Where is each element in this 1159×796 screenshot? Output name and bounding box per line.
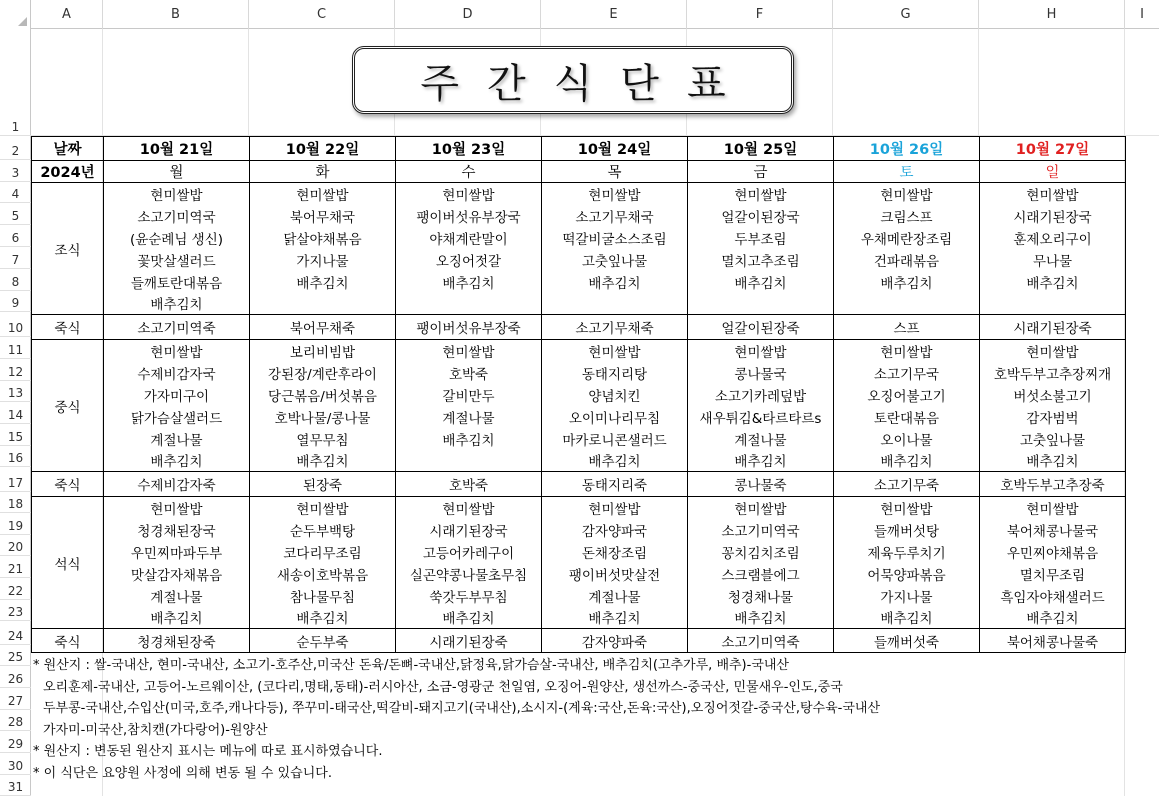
dinner-menu-cell[interactable]: 어묵양파볶음 (834, 563, 980, 585)
porridge-menu-cell[interactable]: 얼갈이된장죽 (688, 315, 834, 340)
lunch-menu-cell[interactable]: 소고기카레덮밥 (688, 384, 834, 406)
lunch-menu-cell[interactable]: 배추김치 (688, 450, 834, 472)
lunch-menu-cell[interactable]: 계절나물 (688, 428, 834, 450)
breakfast-menu-cell[interactable]: 배추김치 (542, 271, 688, 293)
row-header-24[interactable]: 24 (0, 621, 31, 645)
row-header-11[interactable]: 11 (0, 337, 31, 359)
row-header-23[interactable]: 23 (0, 600, 31, 621)
porridge-menu-cell[interactable]: 청경채된장죽 (104, 629, 250, 653)
lunch-menu-cell[interactable]: 소고기무국 (834, 362, 980, 384)
origin-note-3: 두부콩-국내산,수입산(미국,호주,캐나다등), 쭈꾸미-태국산,떡갈비-돼지고기(국내산),소시지-(계육:국산,돈육:국산),오징어젓갈-중국산,탕수육-국내산 (43, 701, 881, 716)
lunch-menu-cell[interactable]: 현미쌀밥 (980, 340, 1126, 362)
breakfast-menu-cell[interactable]: 북어무채국 (250, 205, 396, 227)
dinner-menu-cell[interactable]: 계절나물 (542, 585, 688, 607)
lunch-menu-cell[interactable]: 갈비만두 (396, 384, 542, 406)
column-header-g[interactable]: G (833, 0, 979, 29)
breakfast-menu-cell[interactable]: 배추김치 (250, 271, 396, 293)
breakfast-menu-cell[interactable] (250, 293, 396, 315)
row-header-9[interactable]: 9 (0, 291, 31, 312)
lunch-menu-cell[interactable]: 호박죽 (396, 362, 542, 384)
dinner-menu-cell[interactable]: 팽이버섯맛살전 (542, 563, 688, 585)
row-header-4[interactable]: 4 (0, 182, 31, 203)
porridge-menu-cell[interactable]: 소고기미역죽 (104, 315, 250, 340)
breakfast-menu-cell[interactable]: 크림스프 (834, 205, 980, 227)
row-header-bar (0, 29, 31, 796)
lunch-menu-cell[interactable]: 계절나물 (104, 428, 250, 450)
lunch-menu-cell[interactable]: 배추김치 (542, 450, 688, 472)
breakfast-menu-cell[interactable]: 현미쌀밥 (396, 183, 542, 205)
column-header-h[interactable]: H (979, 0, 1125, 29)
dinner-menu-cell[interactable]: 현미쌀밥 (834, 497, 980, 519)
breakfast-menu-cell[interactable] (688, 293, 834, 315)
porridge-label-cell[interactable]: 죽식 (32, 315, 104, 340)
row-header-31[interactable]: 31 (0, 775, 31, 796)
breakfast-menu-cell[interactable]: 가지나물 (250, 249, 396, 271)
schedule-change-note: * 이 식단은 요양원 사정에 의해 변동 될 수 있습니다. (33, 765, 332, 781)
lunch-menu-cell[interactable]: 현미쌀밥 (104, 340, 250, 362)
weekday-cell[interactable]: 금 (688, 161, 834, 183)
dinner-menu-cell[interactable]: 현미쌀밥 (104, 497, 250, 519)
row-header-8[interactable]: 8 (0, 269, 31, 291)
porridge-label-cell[interactable]: 죽식 (32, 472, 104, 497)
breakfast-menu-cell[interactable]: 현미쌀밥 (542, 183, 688, 205)
dinner-menu-cell[interactable]: 청경채나물 (688, 585, 834, 607)
lunch-menu-cell[interactable]: 배추김치 (980, 450, 1126, 472)
dinner-menu-cell[interactable]: 쑥갓두부무침 (396, 585, 542, 607)
lunch-menu-cell[interactable]: 수제비감자국 (104, 362, 250, 384)
dinner-menu-cell[interactable]: 돈채장조림 (542, 541, 688, 563)
row-header-15[interactable]: 15 (0, 424, 31, 446)
dinner-menu-cell[interactable]: 우민찌야채볶음 (980, 541, 1126, 563)
dinner-menu-cell[interactable]: 맛살감자채볶음 (104, 563, 250, 585)
lunch-menu-cell[interactable]: 콩나물국 (688, 362, 834, 384)
porridge-menu-cell[interactable]: 소고기미역죽 (688, 629, 834, 653)
weekday-cell[interactable]: 목 (542, 161, 688, 183)
dinner-menu-cell[interactable]: 소고기미역국 (688, 519, 834, 541)
row-header-29[interactable]: 29 (0, 731, 31, 753)
dinner-menu-cell[interactable]: 고등어카레구이 (396, 541, 542, 563)
dinner-menu-cell[interactable]: 우민찌마파두부 (104, 541, 250, 563)
porridge-menu-cell[interactable]: 호박죽 (396, 472, 542, 497)
row-header-17[interactable]: 17 (0, 467, 31, 492)
row-header-1[interactable]: 1 (0, 29, 31, 136)
dinner-menu-cell[interactable]: 참나물무침 (250, 585, 396, 607)
dinner-menu-cell[interactable]: 시래기된장국 (396, 519, 542, 541)
row-header-25[interactable]: 25 (0, 645, 31, 666)
row-header-19[interactable]: 19 (0, 513, 31, 535)
row-header-3[interactable]: 3 (0, 160, 31, 182)
column-header-a[interactable]: A (31, 0, 103, 29)
breakfast-menu-cell[interactable]: 현미쌀밥 (104, 183, 250, 205)
row-header-10[interactable]: 10 (0, 312, 31, 337)
porridge-menu-cell[interactable]: 팽이버섯유부장죽 (396, 315, 542, 340)
dinner-menu-cell[interactable]: 들깨버섯탕 (834, 519, 980, 541)
row-header-18[interactable]: 18 (0, 492, 31, 513)
lunch-menu-cell[interactable]: 오이미나리무침 (542, 406, 688, 428)
date-cell[interactable]: 10월 25일 (688, 137, 834, 161)
breakfast-menu-cell[interactable]: 야채계란말이 (396, 227, 542, 249)
lunch-menu-cell[interactable]: 배추김치 (250, 450, 396, 472)
dinner-menu-cell[interactable]: 배추김치 (834, 607, 980, 629)
date-cell[interactable]: 10월 23일 (396, 137, 542, 161)
lunch-menu-cell[interactable]: 호박두부고추장찌개 (980, 362, 1126, 384)
lunch-menu-cell[interactable]: 양념치킨 (542, 384, 688, 406)
dinner-menu-cell[interactable]: 스크램블에그 (688, 563, 834, 585)
porridge-menu-cell[interactable]: 시래기된장죽 (396, 629, 542, 653)
lunch-label-cell[interactable]: 중식 (32, 340, 104, 472)
year-label-cell[interactable]: 2024년 (32, 161, 104, 183)
lunch-menu-cell[interactable]: 새우튀김&타르타르s (688, 406, 834, 428)
breakfast-menu-cell[interactable]: 소고기미역국 (104, 205, 250, 227)
date-cell[interactable]: 10월 22일 (250, 137, 396, 161)
weekday-cell[interactable]: 토 (834, 161, 980, 183)
dinner-menu-cell[interactable]: 감자양파국 (542, 519, 688, 541)
row-header-30[interactable]: 30 (0, 753, 31, 775)
weekday-cell[interactable]: 수 (396, 161, 542, 183)
dinner-menu-cell[interactable]: 멸치무조림 (980, 563, 1126, 585)
lunch-menu-cell[interactable]: 배추김치 (104, 450, 250, 472)
column-header-d[interactable]: D (395, 0, 541, 29)
row-header-16[interactable]: 16 (0, 446, 31, 467)
date-cell[interactable]: 10월 21일 (104, 137, 250, 161)
weekday-cell[interactable]: 화 (250, 161, 396, 183)
row-header-6[interactable]: 6 (0, 225, 31, 247)
porridge-menu-cell[interactable]: 감자양파죽 (542, 629, 688, 653)
origin-note-2: 오리훈제-국내산, 고등어-노르웨이산, (코다리,명태,동태)-러시아산, 소금-영광군 천일염, 오징어-원양산, 생선까스-중국산, 민물새우-인도,중국 (43, 679, 843, 695)
breakfast-menu-cell[interactable]: 닭살야채볶음 (250, 227, 396, 249)
row-header-27[interactable]: 27 (0, 688, 31, 710)
breakfast-menu-cell[interactable]: 오징어젓갈 (396, 249, 542, 271)
date-label-cell[interactable]: 날짜 (32, 137, 104, 161)
lunch-menu-cell[interactable] (396, 450, 542, 472)
dinner-menu-cell[interactable]: 배추김치 (542, 607, 688, 629)
row-header-7[interactable]: 7 (0, 247, 31, 269)
lunch-menu-cell[interactable]: 현미쌀밥 (834, 340, 980, 362)
lunch-menu-cell[interactable]: 현미쌀밥 (396, 340, 542, 362)
breakfast-menu-cell[interactable]: 얼갈이된장국 (688, 205, 834, 227)
gridline (832, 29, 833, 136)
lunch-menu-cell[interactable]: 고춧잎나물 (980, 428, 1126, 450)
column-header-c[interactable]: C (249, 0, 395, 29)
porridge-menu-cell[interactable]: 들깨버섯죽 (834, 629, 980, 653)
dinner-menu-cell[interactable]: 배추김치 (250, 607, 396, 629)
origin-change-note: * 원산지 : 변동된 원산지 표시는 메뉴에 따로 표시하였습니다. (33, 744, 383, 759)
porridge-menu-cell[interactable]: 순두부죽 (250, 629, 396, 653)
lunch-menu-cell[interactable]: 당근볶음/버섯볶음 (250, 384, 396, 406)
date-cell[interactable]: 10월 24일 (542, 137, 688, 161)
porridge-menu-cell[interactable]: 북어채콩나물죽 (980, 629, 1126, 653)
breakfast-menu-cell[interactable]: 팽이버섯유부장국 (396, 205, 542, 227)
porridge-menu-cell[interactable]: 수제비감자죽 (104, 472, 250, 497)
breakfast-menu-cell[interactable]: 배추김치 (396, 271, 542, 293)
lunch-menu-cell[interactable]: 감자범벅 (980, 406, 1126, 428)
lunch-menu-cell[interactable]: 가자미구이 (104, 384, 250, 406)
lunch-menu-cell[interactable]: 오징어불고기 (834, 384, 980, 406)
dinner-menu-cell[interactable]: 북어채콩나물국 (980, 519, 1126, 541)
row-header-14[interactable]: 14 (0, 402, 31, 424)
dinner-menu-cell[interactable]: 제육두루치기 (834, 541, 980, 563)
lunch-menu-cell[interactable]: 열무무침 (250, 428, 396, 450)
date-cell[interactable]: 10월 26일 (834, 137, 980, 161)
lunch-menu-cell[interactable]: 배추김치 (396, 428, 542, 450)
column-header-e[interactable]: E (541, 0, 687, 29)
origin-note-4: 가자미-미국산,참치캔(가다랑어)-원양산 (43, 722, 268, 738)
breakfast-menu-cell[interactable] (396, 293, 542, 315)
porridge-label-cell[interactable]: 죽식 (32, 629, 104, 653)
lunch-menu-cell[interactable]: 마카로니콘샐러드 (542, 428, 688, 450)
dinner-menu-cell[interactable]: 배추김치 (396, 607, 542, 629)
row-header-20[interactable]: 20 (0, 535, 31, 556)
breakfast-menu-cell[interactable]: 배추김치 (980, 271, 1126, 293)
dinner-menu-cell[interactable]: 배추김치 (104, 607, 250, 629)
dinner-menu-cell[interactable]: 현미쌀밥 (250, 497, 396, 519)
dinner-menu-cell[interactable]: 현미쌀밥 (980, 497, 1126, 519)
breakfast-menu-cell[interactable]: 떡갈비굴소스조림 (542, 227, 688, 249)
dinner-menu-cell[interactable]: 순두부백탕 (250, 519, 396, 541)
row-header-21[interactable]: 21 (0, 556, 31, 578)
column-header-b[interactable]: B (103, 0, 249, 29)
lunch-menu-cell[interactable]: 토란대볶음 (834, 406, 980, 428)
breakfast-menu-cell[interactable] (542, 293, 688, 315)
lunch-menu-cell[interactable]: 현미쌀밥 (542, 340, 688, 362)
dinner-menu-cell[interactable]: 가지나물 (834, 585, 980, 607)
breakfast-menu-cell[interactable]: 현미쌀밥 (688, 183, 834, 205)
breakfast-menu-cell[interactable]: 고춧잎나물 (542, 249, 688, 271)
breakfast-menu-cell[interactable]: 현미쌀밥 (834, 183, 980, 205)
breakfast-menu-cell[interactable]: 우채메란장조림 (834, 227, 980, 249)
dinner-menu-cell[interactable]: 꽁치김치조림 (688, 541, 834, 563)
dinner-menu-cell[interactable]: 계절나물 (104, 585, 250, 607)
breakfast-menu-cell[interactable]: 건파래볶음 (834, 249, 980, 271)
porridge-menu-cell[interactable]: 소고기무채죽 (542, 315, 688, 340)
porridge-menu-cell[interactable]: 북어무채죽 (250, 315, 396, 340)
breakfast-menu-cell[interactable]: 멸치고추조림 (688, 249, 834, 271)
breakfast-menu-cell[interactable] (980, 293, 1126, 315)
breakfast-menu-cell[interactable]: 현미쌀밥 (250, 183, 396, 205)
row-header-5[interactable]: 5 (0, 203, 31, 225)
dinner-menu-cell[interactable]: 배추김치 (980, 607, 1126, 629)
select-all-corner[interactable] (0, 0, 31, 29)
dinner-menu-cell[interactable]: 현미쌀밥 (542, 497, 688, 519)
porridge-menu-cell[interactable]: 소고기무죽 (834, 472, 980, 497)
row-header-2[interactable]: 2 (0, 136, 31, 160)
lunch-menu-cell[interactable]: 호박나물/콩나물 (250, 406, 396, 428)
porridge-menu-cell[interactable]: 된장죽 (250, 472, 396, 497)
porridge-menu-cell[interactable]: 호박두부고추장죽 (980, 472, 1126, 497)
dinner-menu-cell[interactable]: 현미쌀밥 (688, 497, 834, 519)
breakfast-menu-cell[interactable]: 훈제오리구이 (980, 227, 1126, 249)
lunch-menu-cell[interactable]: 현미쌀밥 (688, 340, 834, 362)
porridge-menu-cell[interactable]: 콩나물죽 (688, 472, 834, 497)
weekday-cell[interactable]: 월 (104, 161, 250, 183)
column-header-bar (0, 0, 1159, 29)
row-header-28[interactable]: 28 (0, 710, 31, 731)
breakfast-menu-cell[interactable]: (윤순례님 생신) (104, 227, 250, 249)
porridge-menu-cell[interactable]: 스프 (834, 315, 980, 340)
row-header-26[interactable]: 26 (0, 666, 31, 688)
column-header-f[interactable]: F (687, 0, 833, 29)
origin-note-1: * 원산지 : 쌀-국내산, 현미-국내산, 소고기-호주산,미국산 돈육/돈뼈-국내산,닭정육,닭가슴살-국내산, 배추김치(고추가루, 배추)-국내산 (33, 658, 789, 673)
weekday-cell[interactable]: 일 (980, 161, 1126, 183)
lunch-menu-cell[interactable]: 오이나물 (834, 428, 980, 450)
breakfast-menu-cell[interactable]: 들깨토란대볶음 (104, 271, 250, 293)
dinner-label-cell[interactable]: 석식 (32, 497, 104, 629)
lunch-menu-cell[interactable]: 강된장/계란후라이 (250, 362, 396, 384)
lunch-menu-cell[interactable]: 계절나물 (396, 406, 542, 428)
lunch-menu-cell[interactable]: 보리비빔밥 (250, 340, 396, 362)
breakfast-menu-cell[interactable] (834, 293, 980, 315)
menu-table (31, 136, 1126, 653)
dinner-menu-cell[interactable]: 새송이호박볶음 (250, 563, 396, 585)
dinner-menu-cell[interactable]: 실곤약콩나물초무침 (396, 563, 542, 585)
breakfast-menu-cell[interactable]: 무나물 (980, 249, 1126, 271)
lunch-menu-cell[interactable]: 배추김치 (834, 450, 980, 472)
row-header-13[interactable]: 13 (0, 381, 31, 402)
lunch-menu-cell[interactable]: 닭가슴살샐러드 (104, 406, 250, 428)
breakfast-menu-cell[interactable]: 현미쌀밥 (980, 183, 1126, 205)
breakfast-menu-cell[interactable]: 배추김치 (688, 271, 834, 293)
dinner-menu-cell[interactable]: 배추김치 (688, 607, 834, 629)
breakfast-menu-cell[interactable]: 배추김치 (834, 271, 980, 293)
row-header-12[interactable]: 12 (0, 359, 31, 381)
dinner-menu-cell[interactable]: 현미쌀밥 (396, 497, 542, 519)
notes-section (31, 655, 1131, 784)
breakfast-menu-cell[interactable]: 두부조림 (688, 227, 834, 249)
breakfast-menu-cell[interactable]: 꽃맛살샐러드 (104, 249, 250, 271)
dinner-menu-cell[interactable]: 청경채된장국 (104, 519, 250, 541)
porridge-menu-cell[interactable]: 동태지리죽 (542, 472, 688, 497)
column-header-i[interactable]: I (1140, 7, 1144, 22)
date-cell[interactable]: 10월 27일 (980, 137, 1126, 161)
porridge-menu-cell[interactable]: 시래기된장죽 (980, 315, 1126, 340)
dinner-menu-cell[interactable]: 코다리무조림 (250, 541, 396, 563)
dinner-menu-cell[interactable]: 흑임자야채샐러드 (980, 585, 1126, 607)
breakfast-menu-cell[interactable]: 배추김치 (104, 293, 250, 315)
page-title: 주간식단표 (420, 60, 754, 107)
gridline (248, 29, 249, 136)
breakfast-menu-cell[interactable]: 시래기된장국 (980, 205, 1126, 227)
title-box[interactable] (352, 46, 794, 114)
lunch-menu-cell[interactable]: 동태지리탕 (542, 362, 688, 384)
breakfast-label-cell[interactable]: 조식 (32, 183, 104, 315)
gridline (978, 29, 979, 136)
lunch-menu-cell[interactable]: 버섯소불고기 (980, 384, 1126, 406)
row-header-22[interactable]: 22 (0, 578, 31, 600)
breakfast-menu-cell[interactable]: 소고기무채국 (542, 205, 688, 227)
